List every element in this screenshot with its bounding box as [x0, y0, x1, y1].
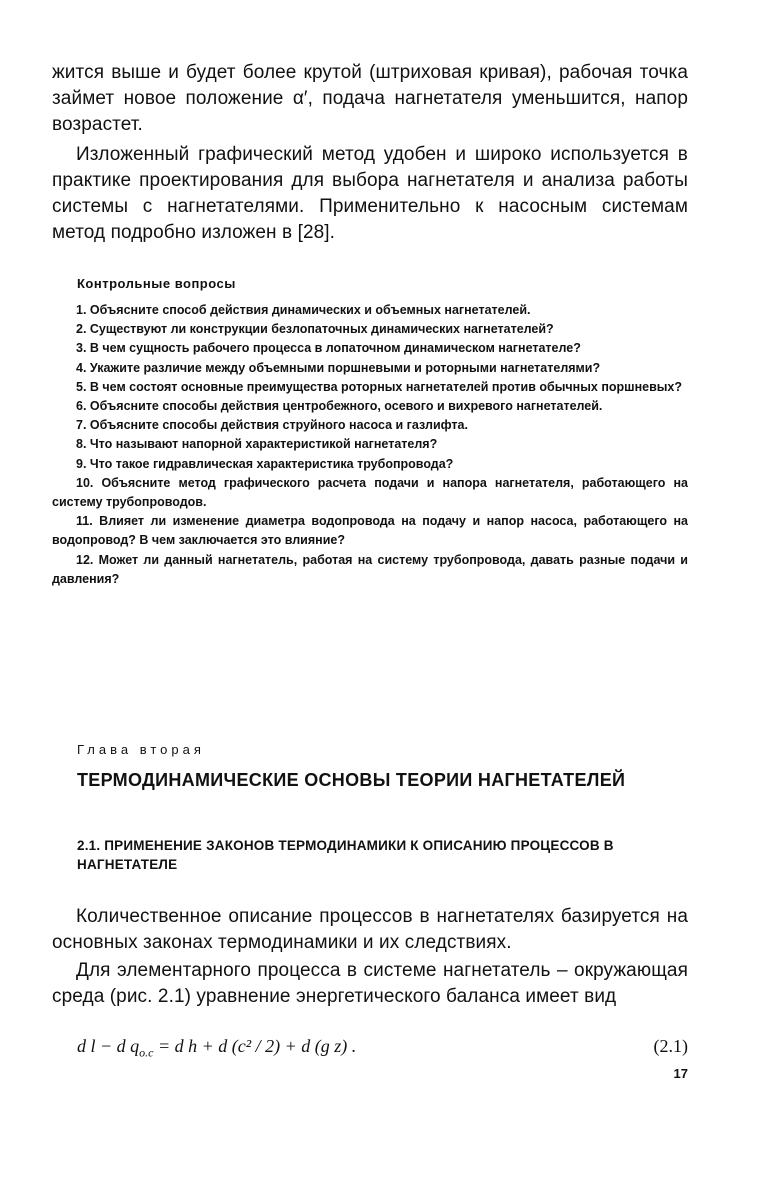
question-item: 9. Что такое гидравлическая характеристика трубопровода?	[76, 456, 454, 471]
section-paragraph-1: Количественное описание процессов в нагнетателях базируется на основных законах термодинамики и их следствиях.	[52, 906, 688, 953]
question-item: 2. Существуют ли конструкции безлопаточных динамических нагнетателей?	[76, 322, 554, 337]
equation-subscript: о.с	[139, 1045, 154, 1060]
equation-rhs: = d h + d (c² / 2) + d (g z) .	[153, 1036, 357, 1056]
question-item: 10. Объясните метод графического расчета подачи и напора нагнетателя, работающего на систему трубопроводов.	[52, 475, 688, 510]
question-item: 11. Влияет ли изменение диаметра водопровода на подачу и напор насоса, работающего на водопровод? В чем заключается это влияние?	[52, 514, 688, 548]
page-number: 17	[673, 1066, 688, 1081]
question-item: 3. В чем сущность рабочего процесса в лопаточном динамическом нагнетателе?	[76, 341, 581, 356]
energy-balance-equation	[77, 1036, 356, 1061]
question-item: 4. Укажите различие между объемными поршневыми и роторными нагнетателями?	[76, 360, 601, 375]
question-item: 8. Что называют напорной характеристикой нагнетателя?	[76, 437, 438, 452]
section-title: 2.1. ПРИМЕНЕНИЕ ЗАКОНОВ ТЕРМОДИНАМИКИ К ОПИСАНИЮ ПРОЦЕССОВ В НАГНЕТАТЕЛЕ	[77, 838, 614, 872]
question-item: 12. Может ли данный нагнетатель, работая на систему трубопровода, давать разные подачи и давления?	[52, 552, 688, 586]
control-questions-list	[52, 301, 688, 589]
method-paragraph: Изложенный графический метод удобен и широко используется в практике проектирования для выбора нагнетателя и анализа работы системы с нагнетателями. Применительно к насосным системам метод подробно изложен в [28].	[52, 144, 688, 243]
equation-number: (2.1)	[653, 1036, 688, 1056]
chapter-label: Глава вторая	[77, 742, 205, 757]
question-item: 6. Объясните способы действия центробежного, осевого и вихревого нагнетателей.	[76, 399, 603, 414]
control-questions-heading: Контрольные вопросы	[77, 276, 236, 291]
chapter-title: ТЕРМОДИНАМИЧЕСКИЕ ОСНОВЫ ТЕОРИИ НАГНЕТАТЕЛЕЙ	[77, 770, 626, 790]
question-item: 1. Объясните способ действия динамических и объемных нагнетателей.	[76, 303, 531, 317]
question-item: 5. В чем состоят основные преимущества роторных нагнетателей против обычных поршневых?	[76, 379, 683, 394]
question-item: 7. Объясните способы действия струйного насоса и газлифта.	[76, 418, 468, 433]
equation-lhs: d l − d q	[77, 1036, 140, 1056]
continuation-paragraph: жится выше и будет более крутой (штриховая кривая), рабочая точка займет новое положение α′, подача нагнетателя уменьшится, напор возрастет.	[52, 62, 688, 135]
section-paragraph-2: Для элементарного процесса в системе нагнетатель – окружающая среда (рис. 2.1) уравнение энергетического баланса имеет вид	[52, 960, 688, 1007]
